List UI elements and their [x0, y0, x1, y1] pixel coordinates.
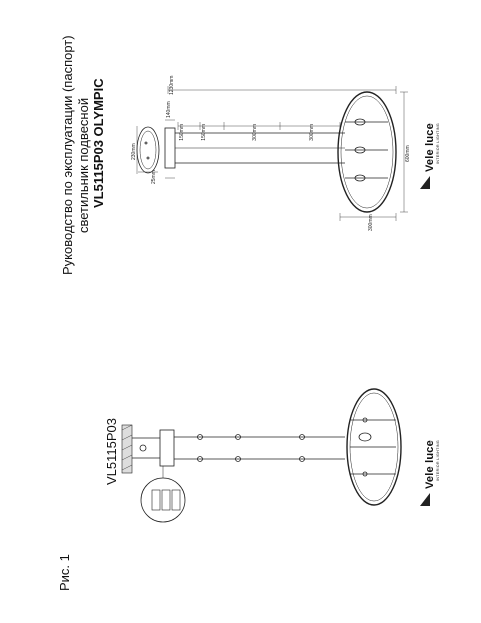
- dim-label-canopy-depth: 25mm: [151, 170, 157, 184]
- mount-screw: [140, 445, 146, 451]
- brand-name: Vele luce: [424, 123, 436, 172]
- title-line-1: Руководство по эксплуатации (паспорт): [60, 35, 75, 275]
- canopy-inner: [140, 131, 156, 169]
- canopy-plate: [165, 128, 175, 168]
- bulb: [359, 433, 371, 441]
- model-code: VL5115P03: [104, 418, 119, 485]
- brand-triangle-icon: [420, 176, 430, 189]
- dim-label-seg3: 300mm: [252, 124, 258, 141]
- dim-label-canopy-width: 230mm: [131, 143, 137, 160]
- terminal: [152, 490, 160, 510]
- canopy-screw: [145, 142, 147, 144]
- canopy-ellipse: [137, 127, 159, 173]
- dim-label-seg2: 150mm: [201, 124, 207, 141]
- terminal-detail-circle: [141, 478, 185, 522]
- title-line-3: VL5115P03 OLYMPIC: [91, 78, 106, 208]
- terminal: [172, 490, 180, 510]
- dim-label-height: 600mm: [405, 145, 411, 162]
- oval-frame-inner: [341, 96, 393, 208]
- brand-name-bottom: Vele luce: [424, 440, 436, 489]
- assembly-drawing: [122, 389, 401, 522]
- title-line-2: светильник подвесной: [76, 97, 91, 233]
- dim-label-canopy-h: 140mm: [166, 101, 172, 118]
- assembly-canopy: [160, 430, 174, 466]
- dimension-drawing: [137, 86, 408, 221]
- dim-label-seg4: 300mm: [309, 124, 315, 141]
- brand-tagline-bottom: INTERIOR LIGHTING: [436, 439, 440, 481]
- terminal: [162, 490, 170, 510]
- brand-triangle-icon: [420, 493, 430, 506]
- oval-frame: [338, 92, 396, 212]
- canopy-screw: [147, 157, 149, 159]
- brand-tagline-top: INTERIOR LIGHTING: [436, 122, 440, 164]
- dim-label-depth: 300mm: [368, 214, 374, 231]
- figure-label: Рис. 1: [57, 554, 72, 591]
- dim-label-total: 1230mm: [169, 75, 175, 95]
- dim-label-seg1: 150mm: [179, 124, 185, 141]
